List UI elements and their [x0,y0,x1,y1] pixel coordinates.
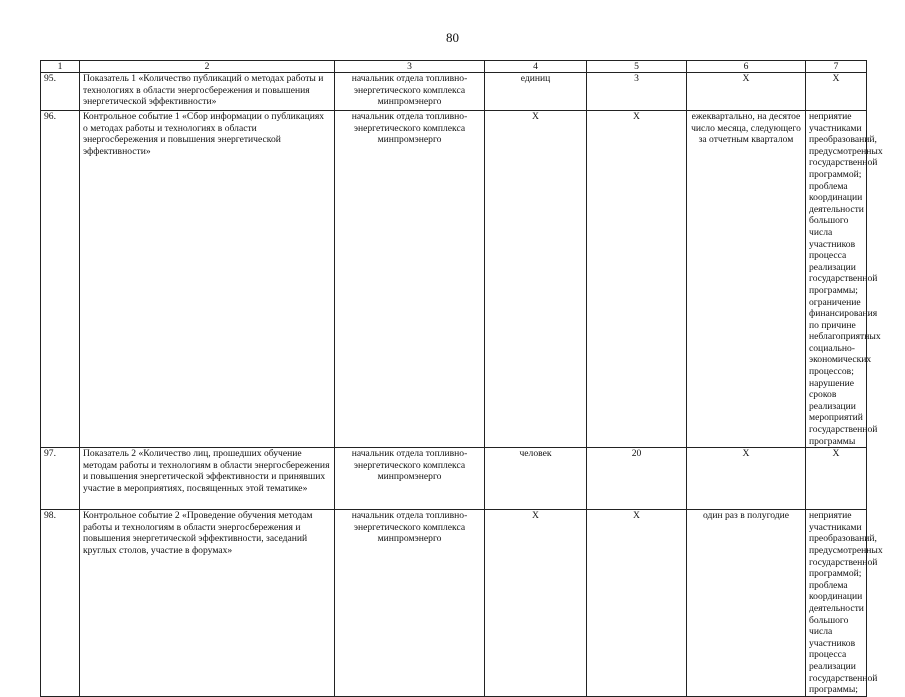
row-number: 98. [41,510,80,697]
document-table [40,60,883,697]
row-number: 96. [41,111,80,448]
row-responsible: начальник отдела топливно-энергетического комплекса минпромэнерго [335,448,485,510]
row-number: 95. [41,73,80,111]
column-header: 3 [335,61,485,73]
row-deadline: X [687,73,806,111]
row-name: Показатель 1 «Количество публикаций о методах работы и технологиях в области энергосбережения и повышения энергетической эффективности» [80,73,335,111]
row-unit: единиц [485,73,587,111]
row-value: 20 [587,448,687,510]
row-risks: X [806,73,867,111]
row-name: Показатель 2 «Количество лиц, прошедших обучение методам работы и технологиям в области энергосбережения и повышения энергетической эффективности и принявших участие в мероприятиях, посвященных этой тематике» [80,448,335,510]
column-header: 7 [806,61,867,73]
row-unit: X [485,510,587,697]
row-deadline: X [687,448,806,510]
row-name: Контрольное событие 2 «Проведение обучения методам работы и технологиям в области энергосбережения и повышения энергетической эффективности, заседаний круглых столов, участие в форумах» [80,510,335,697]
column-header: 5 [587,61,687,73]
row-risks: неприятие участниками преобразований, предусмотренных государственной программой; проблема координации деятельности большого числа участников процесса реализации государственной программы; [806,510,867,697]
row-responsible: начальник отдела топливно-энергетического комплекса минпромэнерго [335,73,485,111]
column-header: 1 [41,61,80,73]
column-header: 4 [485,61,587,73]
row-deadline: ежеквартально, на десятое число месяца, следующего за отчетным кварталом [687,111,806,448]
row-risks: неприятие участниками преобразований, предусмотренных государственной программой; проблема координации деятельности большого числа участников процесса реализации государственной программы; ограничение финансирования по причине неблагоприятных социально-экономических процессов; нарушение сроков реализации мероприятий государственной программы [806,111,867,448]
column-header: 2 [80,61,335,73]
page-number: 80 [446,30,459,45]
row-responsible: начальник отдела топливно-энергетического комплекса минпромэнерго [335,510,485,697]
row-number: 97. [41,448,80,510]
row-responsible: начальник отдела топливно-энергетического комплекса минпромэнерго [335,111,485,448]
row-deadline: один раз в полугодие [687,510,806,697]
table-row [41,448,867,510]
column-number-row [41,61,867,73]
row-name: Контрольное событие 1 «Сбор информации о публикациях о методах работы и технологиях в области энергосбережения и повышения энергетической эффективности» [80,111,335,448]
column-header: 6 [687,61,806,73]
row-risks: X [806,448,867,510]
table-row [41,510,867,697]
row-unit: X [485,111,587,448]
table-row [41,73,867,111]
row-value: X [587,510,687,697]
row-value: 3 [587,73,687,111]
row-unit: человек [485,448,587,510]
table-row [41,111,867,448]
row-value: X [587,111,687,448]
